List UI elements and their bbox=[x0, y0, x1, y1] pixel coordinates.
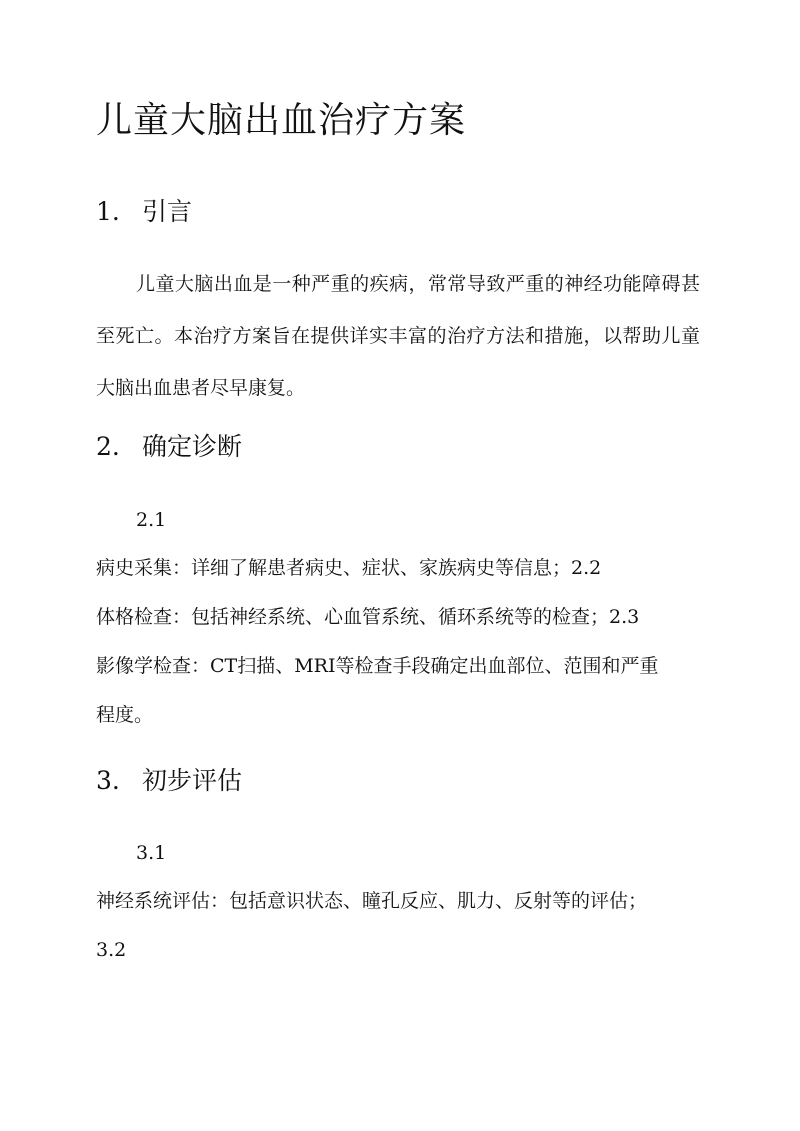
section-heading-introduction bbox=[96, 195, 192, 229]
text-line: 程度。 bbox=[96, 704, 154, 726]
section-title: 初步评估 bbox=[142, 766, 243, 795]
text-line: 2.1 bbox=[136, 509, 167, 531]
section-number: 1. bbox=[96, 197, 120, 226]
text-line: 3.1 bbox=[136, 842, 167, 864]
section-heading-diagnosis bbox=[96, 430, 242, 464]
text-line: 体格检查：包括神经系统、心血管系统、循环系统等的检查；2.3 bbox=[96, 606, 640, 628]
text-line: 病史采集：详细了解患者病史、症状、家族病史等信息；2.2 bbox=[96, 557, 602, 579]
document-title: 儿童大脑出血治疗方案 bbox=[96, 100, 467, 141]
section-title: 引言 bbox=[142, 197, 193, 226]
text-line: 3.2 bbox=[96, 939, 127, 961]
text-line: 神经系统评估：包括意识状态、瞳孔反应、肌力、反射等的评估； bbox=[96, 890, 648, 912]
section-title: 确定诊断 bbox=[142, 432, 243, 461]
introduction-paragraph: 儿童大脑出血是一种严重的疾病，常常导致严重的神经功能障碍甚至死亡。本治疗方案旨在提供详实丰富的治疗方法和措施，以帮助儿童大脑出血患者尽早康复。 bbox=[96, 273, 700, 399]
section-heading-initial-assessment bbox=[96, 764, 242, 798]
section-number: 2. bbox=[96, 432, 120, 461]
text-line: 影像学检查：CT扫描、MRI等检查手段确定出血部位、范围和严重 bbox=[96, 655, 659, 677]
section-number: 3. bbox=[96, 766, 120, 795]
